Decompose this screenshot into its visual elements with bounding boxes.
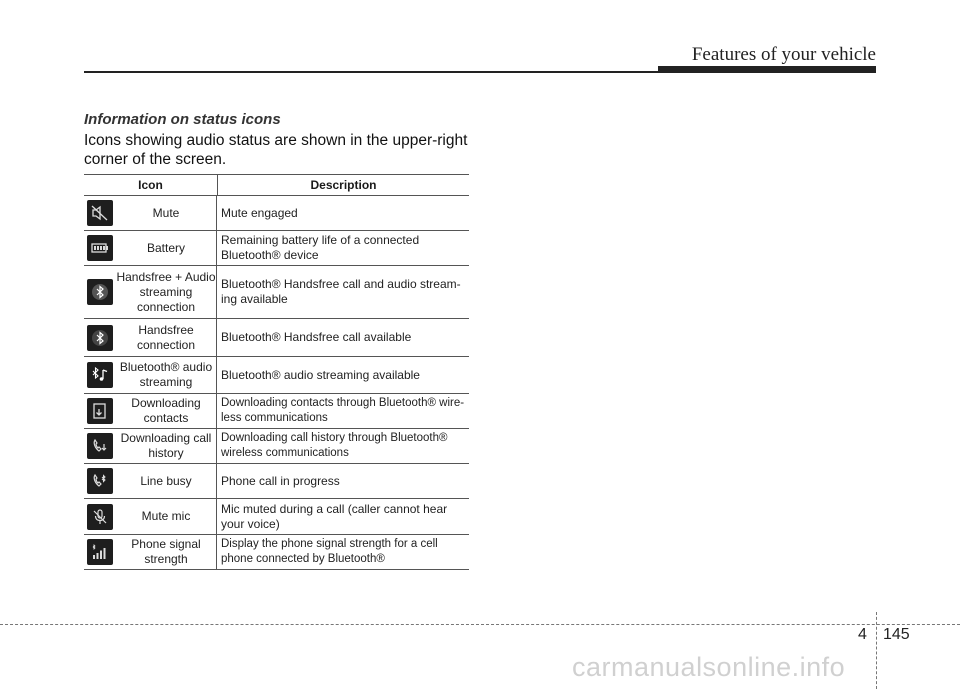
page-number: 145 xyxy=(883,626,910,643)
section-title: Information on status icons xyxy=(84,111,281,128)
header-rule-thick xyxy=(658,66,876,72)
table-row xyxy=(84,231,469,266)
footer-divider xyxy=(876,612,877,689)
header-description: Description xyxy=(310,178,377,192)
row-name: Downloading call history xyxy=(116,429,217,463)
row-name: Line busy xyxy=(116,464,217,498)
status-icons-table xyxy=(84,174,469,570)
speaker-muted-icon xyxy=(87,200,113,226)
header-icon: Icon xyxy=(84,175,218,195)
table-row xyxy=(84,464,469,499)
watermark: carmanualsonline.info xyxy=(572,652,846,682)
bluetooth-music-icon xyxy=(87,279,113,305)
section-intro: Icons showing audio status are shown in the upper-right corner of the screen. xyxy=(84,132,468,168)
battery-icon xyxy=(87,235,113,261)
row-desc: Bluetooth® Handsfree call available xyxy=(221,330,412,344)
row-desc: Mic muted during a call (caller cannot hear your voice) xyxy=(221,501,448,531)
table-row xyxy=(84,357,469,394)
table-row xyxy=(84,266,469,319)
table-row xyxy=(84,319,469,357)
chapter-number: 4 xyxy=(858,626,867,643)
row-name: Phone signal strength xyxy=(116,535,217,569)
row-desc: Remaining battery life of a connected Bluetooth® device xyxy=(221,233,420,262)
table-row xyxy=(84,429,469,464)
row-name: Battery xyxy=(116,231,217,265)
row-name: Handsfree connection xyxy=(116,319,217,356)
download-call-history-icon xyxy=(87,433,113,459)
row-desc: Display the phone signal strength for a cell phone connected by Bluetooth® xyxy=(221,538,438,565)
bluetooth-icon xyxy=(87,325,113,351)
row-name: Downloading contacts xyxy=(116,394,217,428)
row-desc: Downloading call history through Bluetooth® wireless communications xyxy=(221,432,448,459)
header-title: Features of your vehicle xyxy=(691,44,876,65)
phone-busy-icon xyxy=(87,468,113,494)
row-name: Bluetooth® audio streaming xyxy=(116,357,217,393)
row-desc: Phone call in progress xyxy=(221,473,340,488)
footer-rule xyxy=(0,624,960,625)
row-desc: Bluetooth® Handsfree call and audio stream-ing available xyxy=(221,277,461,306)
table-row xyxy=(84,394,469,429)
bluetooth-audio-icon xyxy=(87,362,113,388)
signal-strength-icon xyxy=(87,539,113,565)
row-desc: Bluetooth® audio streaming available xyxy=(221,367,420,382)
table-header xyxy=(84,174,469,196)
mic-muted-icon xyxy=(87,504,113,530)
table-row xyxy=(84,499,469,535)
row-name: Handsfree + Audio streaming connection xyxy=(116,266,217,318)
table-row xyxy=(84,196,469,231)
download-contacts-icon xyxy=(87,398,113,424)
row-name: Mute xyxy=(116,196,217,230)
row-desc: Downloading contacts through Bluetooth® wire-less communications xyxy=(221,397,465,424)
row-name: Mute mic xyxy=(116,499,217,534)
row-desc: Mute engaged xyxy=(221,205,298,220)
table-row xyxy=(84,535,469,570)
